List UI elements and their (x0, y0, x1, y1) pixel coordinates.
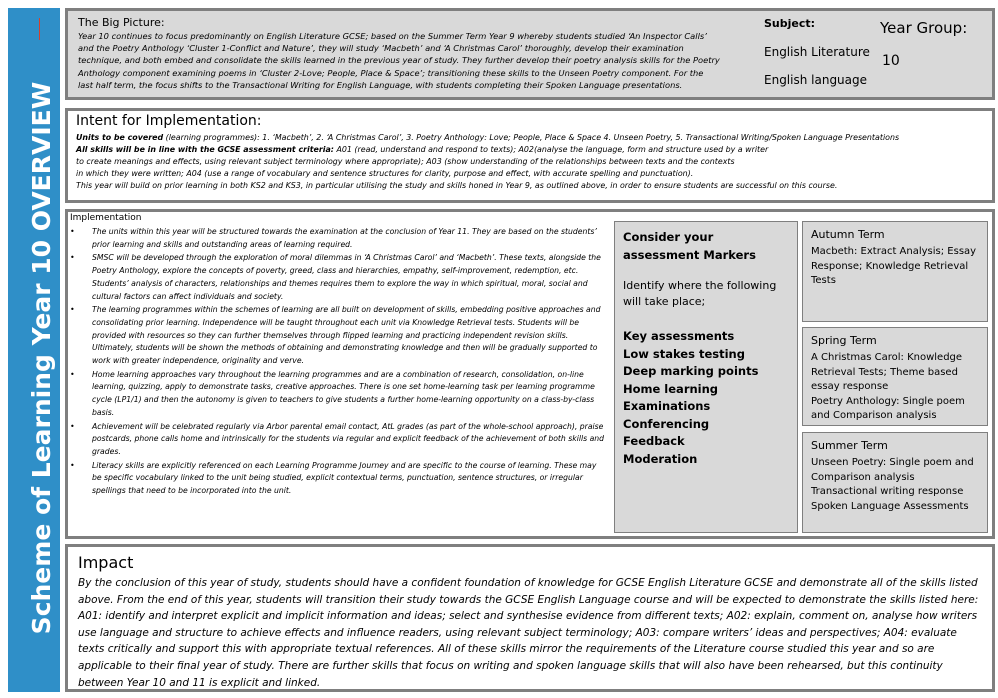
list-item: Home learning (623, 381, 719, 396)
page-title: Scheme of Learning Year 10 OVERVIEW (27, 81, 56, 635)
list-item: • Home learning approaches vary throughout the learning programmes and are a combination of research, consolidation, on-line learning, quizzing, apply to demonstrate tasks, creative approaches. There is one set home-learning task per learning programme cycle (LP1/1) and then the autonomy is given to teachers to give students a further home-learning opportunity on a class-by-class basis. (70, 369, 595, 417)
term-line: Poetry Anthology: Single poem and Comparison analysis (811, 395, 965, 421)
list-item: • The units within this year will be structured towards the examination at the conclusion of Year 11. They are based on the students’ prior learning and skills and outstanding areas of learning required. (70, 227, 597, 249)
list-item: Examinations (623, 399, 711, 413)
list-item: Low stakes testing (623, 346, 745, 361)
implementation-panel (65, 209, 995, 539)
big-picture-line: technique, and both embed and consolidate the skills learned in the previous year of study. They further develop their poetry analysis skills for the Poetry (78, 55, 720, 66)
skills-text: A01 (read, understand and respond to texts); A02(analyse the language, form and structure used by a writer (333, 145, 769, 155)
bullet-icon: • (70, 369, 75, 379)
autumn-term-box (802, 221, 988, 322)
list-item: Deep marking points (623, 364, 759, 378)
assessment-list (623, 328, 789, 468)
impact-text: By the conclusion of this year of study, students should have a confident foundation of knowledge for GCSE English Literature GCSE and demonstrate all of the skills listed above. From the end of this year, students will transition their study towards the GCSE English Language course and will be expected to demonstrate the skills listed here: A01: identify and interpret explicit and implicit information and ideas; select and synthesise evidence from different texts; A02: explain, comment on, analyse how writers use language and structure to achieve effects and influence readers, using relevant subject terminology; A03: compare writers’ ideas and perspectives; A04: evaluate texts critically and support this with appropriate textual references. All of these skills mirror the requirements of the Literature course studied this year and so are applicable to their final year of study. There are further skills that focus on writing and spoken language skills that will also have been rehearsed, but this continuity between Year 10 and 11 is explicit and linked. (78, 577, 979, 689)
big-picture-line: Anthology component examining poems in ‘Cluster 2-Love; People, Place & Space’; transitioning these skills to the Unseen Poetry component. For the (78, 67, 704, 78)
assessment-box (614, 221, 798, 533)
impact-panel (65, 544, 995, 692)
implementation-list (68, 226, 608, 499)
big-picture-panel (65, 8, 995, 100)
intent-text (76, 132, 976, 192)
implementation-title: Implementation (70, 213, 142, 223)
units-lead: Units to be covered (76, 133, 164, 142)
bullet-icon: • (70, 227, 75, 236)
list-item: Feedback (623, 434, 685, 448)
list-item: • Literacy skills are explicitly referenced on each Learning Programme Journey and are specific to the course of learning. These may be specific vocabulary linked to the unit being studied, explicit contextual terms, punctuation, sentence structures, or irregular spellings that need to be incorporated into the unit. (70, 460, 597, 496)
list-item: Moderation (623, 451, 698, 466)
intent-skills-line (76, 144, 976, 156)
list-item: • SMSC will be developed through the exploration of moral dilemmas in ‘A Christmas Carol’ and ‘Macbeth’. These texts, alongside the Poetry Anthology, explore the concepts of poverty, greed, class and hierarchies, empathy, self-improvement, redemption, etc. Students’ analysis of characters, relationships and themes requires them to explore the way in which spiritual, moral, social and cultural factors can affect individuals and society. (70, 253, 601, 301)
spring-term-box (802, 327, 988, 426)
intent-line: This year will build on prior learning in both KS2 and KS3, in particular utilising the study and skills honed in Year 9, as outlined above, in order to ensure students are successful on this course. (76, 181, 838, 191)
bullet-icon: • (70, 305, 75, 315)
big-picture-text (78, 30, 748, 91)
big-picture-label: The Big Picture: (78, 16, 165, 29)
intent-line: to create meanings and effects, using relevant subject terminology where appropriate); A03 (show understanding of the relationships between texts and the contexts (76, 157, 735, 167)
big-picture-line: last half term, the focus shifts to the Transactional Writing for English Language, with students completing their Spoken Language presentations. (78, 79, 683, 90)
intent-units-line (76, 132, 976, 144)
term-title: Autumn Term (811, 228, 885, 241)
impact-title: Impact (78, 553, 134, 572)
bullet-icon: • (70, 253, 75, 263)
list-item: Conferencing (623, 416, 710, 431)
subject-label: Subject: (764, 17, 816, 30)
subject-value: English language (764, 73, 868, 87)
term-title: Spring Term (811, 334, 877, 347)
sidebar-banner (8, 8, 60, 692)
intent-title: Intent for Implementation: (76, 113, 262, 129)
skills-lead: All skills will be in line with the GCSE assessment criteria: (76, 145, 334, 155)
term-line: Spoken Language Assessments (811, 500, 969, 512)
intent-panel (65, 108, 995, 203)
year-group-label: Year Group: (880, 19, 968, 37)
big-picture-line: and the Poetry Anthology ‘Cluster 1-Conflict and Nature’, they will study ‘Macbeth’ and ‘A Christmas Carol’ thoroughly, develop their examination (78, 43, 684, 54)
assessment-subheading: Identify where the following will take place; (623, 279, 777, 308)
assessment-heading: Consider your assessment Markers (623, 230, 756, 262)
list-item: Key assessments (623, 329, 735, 343)
list-item: • Achievement will be celebrated regularly via Arbor parental email contact, AtL grades (as part of the whole-school approach), praise postcards, phone calls home and intrinsically for the students via regular and explicit feedback of the achievement of both skills and grades. (70, 421, 605, 456)
term-line: Unseen Poetry: Single poem and Comparison analysis (811, 457, 974, 483)
bullet-icon: • (70, 421, 75, 431)
big-picture-line: Year 10 continues to focus predominantly on English Literature GCSE; based on the Summer Term Year 9 whereby students studied ‘An Inspector Calls’ (78, 31, 707, 41)
term-line: A Christmas Carol: Knowledge Retrieval Tests; Theme based essay response (811, 352, 963, 392)
term-line: Transactional writing response (811, 486, 964, 497)
list-item: • The learning programmes within the schemes of learning are all built on development of skills, embedding positive approaches and consolidating prior learning. Independence will be taught throughout each unit via Knowledge Retrieval tests. Students will be provided with resources so they can further themselves through flipped learning and practicing independent revision skills. Ultimately, students will be shown the methods of obtaining and demonstrating knowledge and then will be gradually supported to work with greater independence, originality and verve. (70, 305, 601, 366)
term-line: Macbeth: Extract Analysis; Essay Response; Knowledge Retrieval Tests (811, 246, 977, 286)
term-title: Summer Term (811, 439, 888, 452)
subject-value: English Literature (764, 45, 870, 59)
summer-term-box (802, 432, 988, 533)
intent-line: in which they were written; A04 (use a range of vocabulary and sentence structures for clarity, purpose and effect, with accurate spelling and punctuation). (76, 169, 694, 179)
bullet-icon: • (70, 460, 75, 470)
year-group-value: 10 (882, 53, 900, 69)
units-text: (learning programmes): 1. ‘Macbeth’, 2. ‘A Christmas Carol’, 3. Poetry Anthology: Love; People, Place & Space 4. Unseen Poetry, 5. Transactional Writing/Spoken Language Presentations (163, 133, 900, 142)
